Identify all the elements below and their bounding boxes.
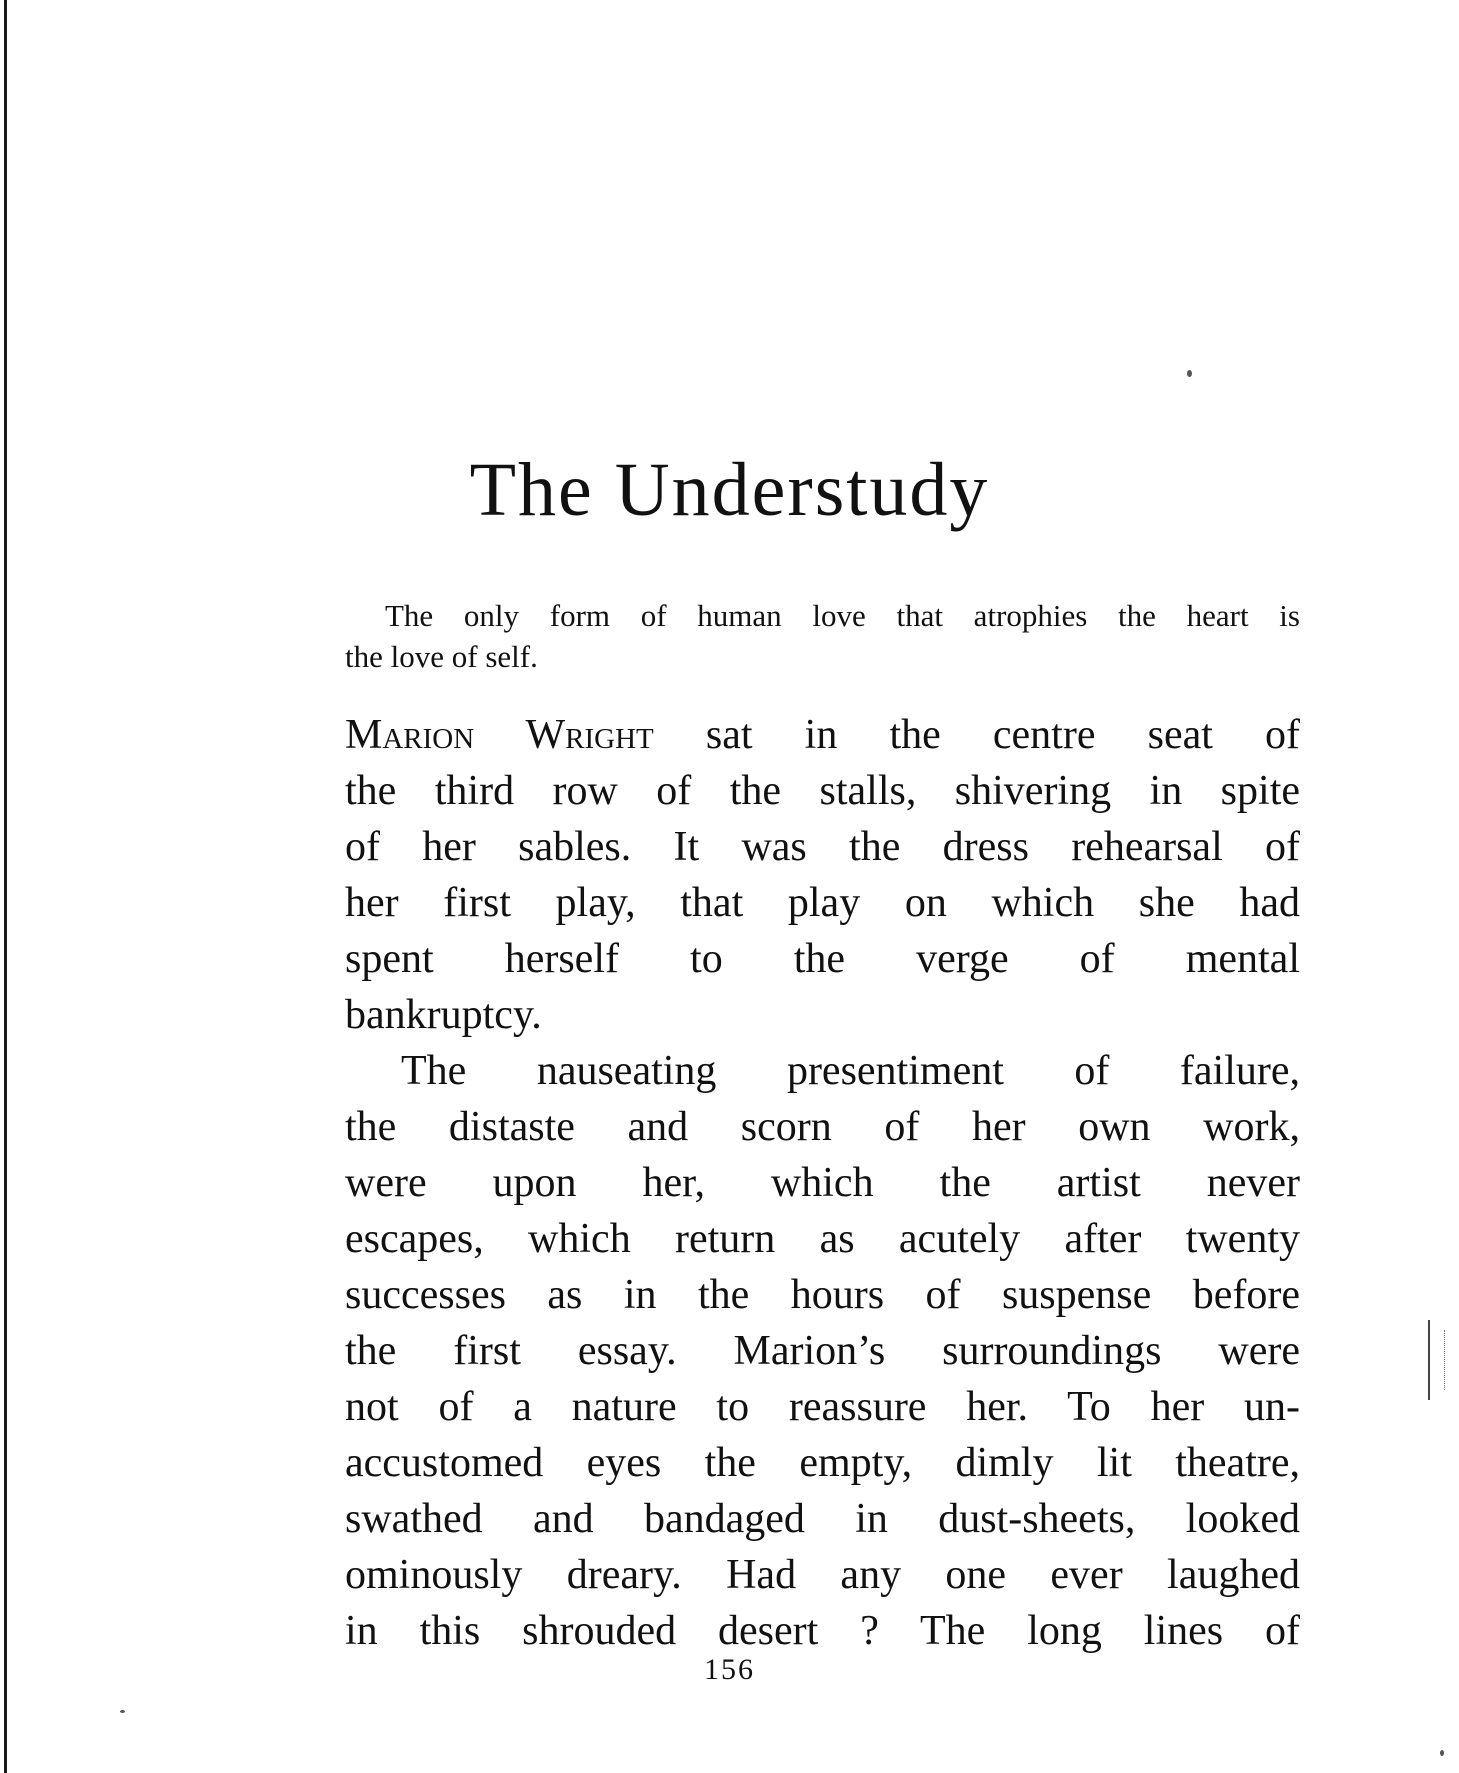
paragraph-line: not of a nature to reassure her. To her un- <box>345 1384 1300 1430</box>
ink-speck <box>1440 1750 1444 1756</box>
scan-edge-mark <box>1444 1330 1446 1390</box>
paragraph-line: her first play, that play on which she had <box>345 880 1300 926</box>
paragraph-line: of her sables. It was the dress rehearsal of <box>345 824 1300 870</box>
paragraph-line: in this shrouded desert ? The long lines of <box>345 1608 1300 1654</box>
paragraph-line: were upon her, which the artist never <box>345 1160 1300 1206</box>
paragraph-line: the third row of the stalls, shivering in spite <box>345 768 1300 814</box>
paragraph-line: bankruptcy. <box>345 992 542 1038</box>
epigraph-line: The only form of human love that atrophies the heart is <box>385 598 1300 633</box>
chapter-title: The Understudy <box>469 448 990 532</box>
body-text <box>345 707 1300 1659</box>
opening-small-caps: Marion Wright <box>345 712 654 758</box>
page-number: 156 <box>704 1653 755 1686</box>
paragraph-line: Marion Wright sat in the centre seat of <box>345 712 1301 758</box>
page-binding-edge <box>4 0 7 1773</box>
paragraph-line: escapes, which return as acutely after twenty <box>345 1216 1300 1262</box>
paragraph-line: ominously dreary. Had any one ever laughed <box>345 1552 1300 1598</box>
scan-edge-mark <box>1428 1320 1436 1400</box>
epigraph-line: the love of self. <box>345 639 538 674</box>
ink-speck <box>1187 370 1192 377</box>
ink-speck <box>120 1710 125 1713</box>
paragraph-line: The nauseating presentiment of failure, <box>401 1048 1300 1094</box>
paragraph-line: the distaste and scorn of her own work, <box>345 1104 1300 1150</box>
paragraph-line: swathed and bandaged in dust-sheets, looked <box>345 1496 1300 1542</box>
epigraph <box>345 595 1300 677</box>
paragraph-line: successes as in the hours of suspense before <box>345 1272 1300 1318</box>
paragraph-line: spent herself to the verge of mental <box>345 936 1300 982</box>
paragraph-line: the first essay. Marion’s surroundings were <box>345 1328 1300 1374</box>
paragraph-line: accustomed eyes the empty, dimly lit theatre, <box>345 1440 1300 1486</box>
